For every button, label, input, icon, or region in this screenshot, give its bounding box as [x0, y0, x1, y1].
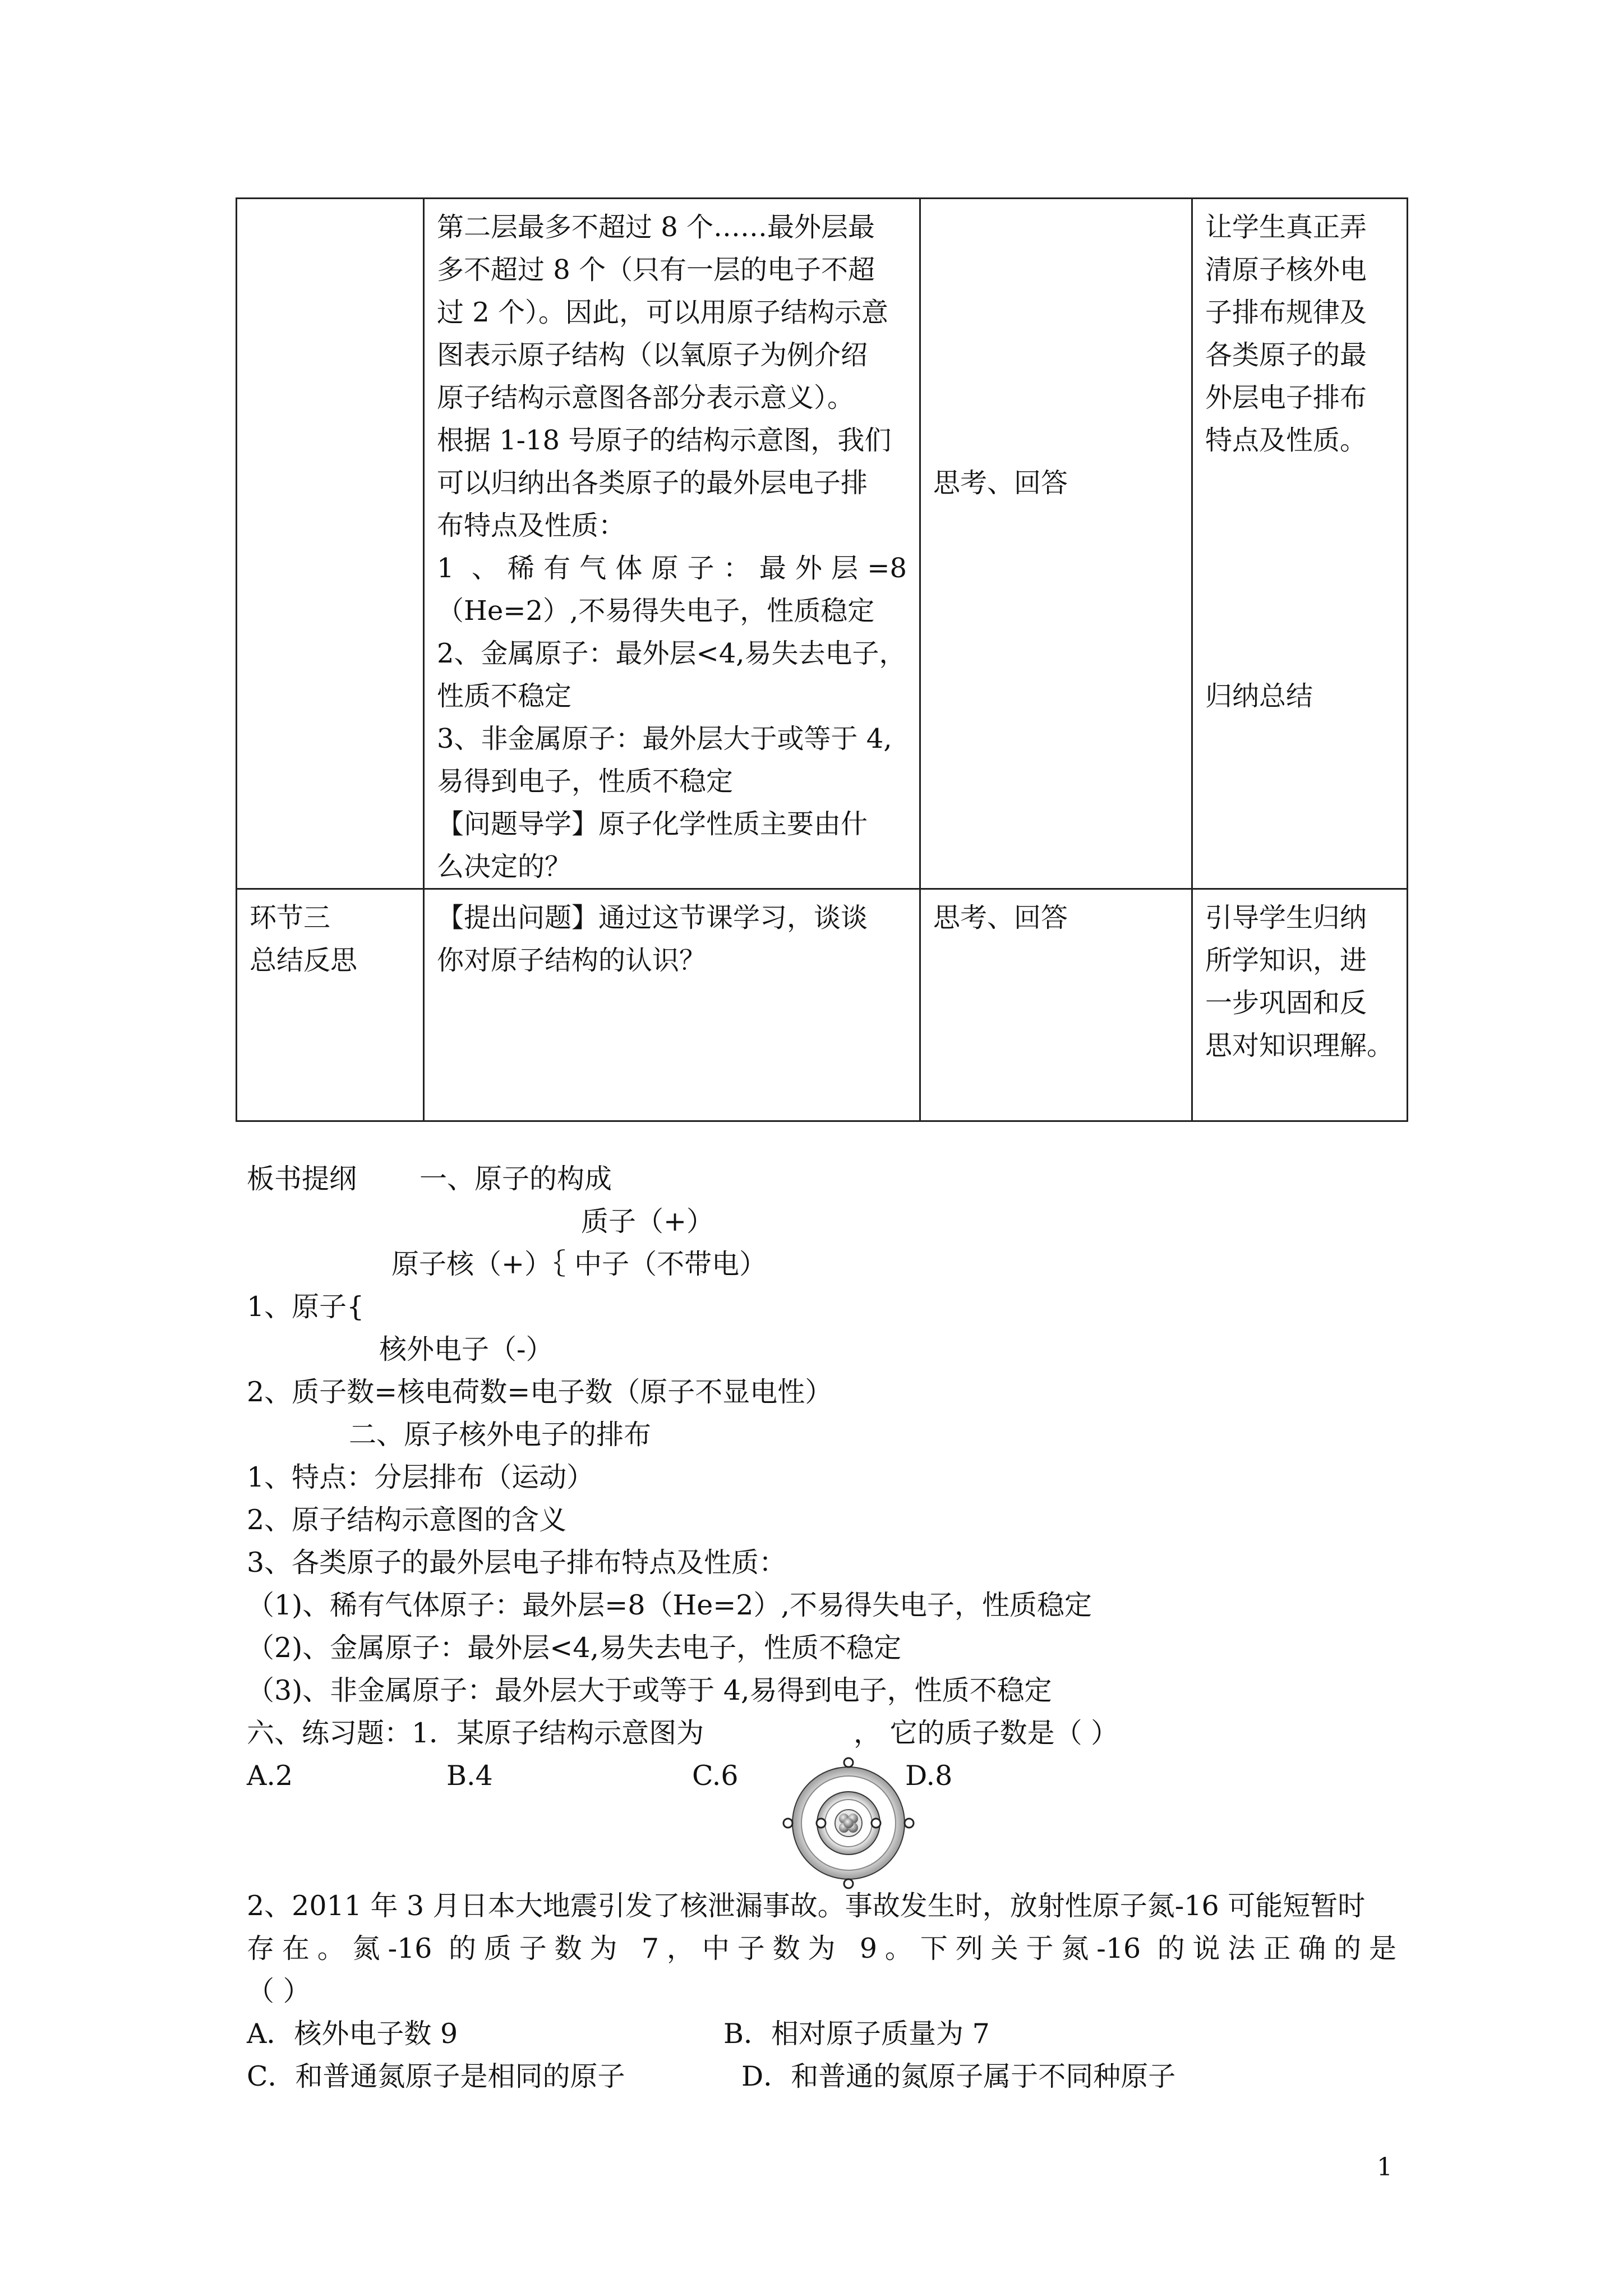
intent-line: 外层电子排布 [1205, 382, 1367, 413]
outline-label: 板书提纲 [247, 1163, 357, 1195]
content-line: 第二层最多不超过 8 个……最外层最 [437, 211, 875, 243]
row2-design-intent-cell [1192, 889, 1408, 1121]
outline-atom: 1、原子{ [247, 1291, 365, 1323]
content-line: （He=2）,不易得失电子，性质稳定 [437, 595, 875, 627]
atom-structure-diagram [782, 1757, 915, 1889]
row2-content-cell [424, 889, 920, 1121]
lesson-table [236, 197, 1408, 1122]
row1-student-activity-cell [920, 199, 1192, 889]
outline-nucleus: 原子核（+）｛ 中子（不带电） [391, 1248, 767, 1280]
q1-option-b: B.4 [446, 1760, 493, 1792]
stage-line: 环节三 [250, 902, 331, 933]
content-line: 布特点及性质： [437, 510, 626, 541]
content-line: 2、金属原子：最外层<4,易失去电子， [437, 638, 906, 669]
electron [817, 1819, 826, 1828]
student-activity-text: 思考、回答 [933, 467, 1068, 499]
intent-line: 一步巩固和反 [1205, 987, 1367, 1019]
content-line: 过 2 个）。因此，可以用原子结构示意 [437, 297, 889, 328]
outline-section1-title: 一、原子的构成 [419, 1163, 612, 1195]
outline-electron: 核外电子（-） [379, 1333, 554, 1365]
intent-line: 清原子核外电 [1205, 254, 1367, 286]
content-line: 根据 1-18 号原子的结构示意图，我们 [437, 425, 892, 456]
intent-line: 所学知识，进 [1205, 945, 1367, 976]
q2-line: 存在。氮-16 的质子数为 7，中子数为 9。下列关于氮-16 的说法正确的是 [247, 1932, 1396, 1964]
electron [783, 1819, 792, 1828]
electron [844, 1879, 853, 1888]
content-line: 可以归纳出各类原子的最外层电子排 [437, 467, 868, 499]
outline-s2-item: 1、特点：分层排布（运动） [247, 1461, 594, 1493]
content-line: 图表示原子结构（以氧原子为例介绍 [437, 339, 868, 371]
q2-option-d: D．和普通的氮原子属于不同种原子 [741, 2060, 1176, 2092]
intent-line: 让学生真正弄 [1205, 211, 1367, 243]
content-line: 性质不稳定 [437, 680, 572, 712]
row1-design-intent-cell [1192, 199, 1408, 889]
q1-option-c: C.6 [692, 1760, 739, 1792]
content-line: 【问题导学】原子化学性质主要由什 [437, 808, 868, 840]
page-number: 1 [1377, 2153, 1393, 2182]
q2-option-c: C．和普通氮原子是相同的原子 [247, 2060, 625, 2092]
q2-line: （ ） [247, 1975, 311, 2007]
outline-s2-item: （3)、非金属原子：最外层大于或等于 4,易得到电子，性质不稳定 [247, 1674, 1052, 1706]
content-line: 你对原子结构的认识？ [437, 945, 707, 976]
content-line: 易得到电子，性质不稳定 [437, 766, 734, 797]
electron [872, 1819, 880, 1828]
q2-option-b: B．相对原子质量为 7 [723, 2018, 990, 2050]
q1-stem: 六、练习题：1．某原子结构示意图为 [247, 1717, 704, 1749]
table-row [237, 199, 1408, 889]
student-activity-text: 思考、回答 [933, 902, 1068, 933]
intent-line: 子排布规律及 [1205, 297, 1367, 328]
nucleon [843, 1818, 854, 1828]
intent-line: 引导学生归纳 [1205, 902, 1367, 933]
q1-option-d: D.8 [905, 1760, 953, 1792]
q2-line: 2、2011 年 3 月日本大地震引发了核泄漏事故。事故发生时，放射性原子氮-16 可能短暂时 [247, 1890, 1366, 1922]
outline-s2-item: 2、原子结构示意图的含义 [247, 1504, 567, 1536]
electron [844, 1758, 853, 1767]
electron [905, 1819, 914, 1828]
content-line: 1 、稀有气体原子：最外层=8 [437, 553, 907, 584]
outline-s2-item: （2)、金属原子：最外层<4,易失去电子，性质不稳定 [247, 1632, 902, 1664]
intent-line: 特点及性质。 [1205, 425, 1367, 456]
intent-line: 思对知识理解。 [1205, 1030, 1394, 1061]
row2-stage-cell [237, 889, 424, 1121]
outline-s2-item: （1)、稀有气体原子：最外层=8（He=2）,不易得失电子，性质稳定 [247, 1589, 1092, 1621]
content-line: 么决定的？ [437, 851, 572, 882]
content-line: 3、非金属原子：最外层大于或等于 4, [437, 723, 892, 754]
intent-summary: 归纳总结 [1205, 680, 1313, 712]
q1-stem-suffix: ， 它的质子数是（ ） [854, 1717, 1119, 1749]
row1-stage-cell [237, 199, 424, 889]
content-line: 原子结构示意图各部分表示意义）。 [437, 382, 855, 413]
content-line: 多不超过 8 个（只有一层的电子不超 [437, 254, 875, 286]
content-line: 【提出问题】通过这节课学习，谈谈 [437, 902, 868, 933]
intent-line: 各类原子的最 [1205, 339, 1367, 371]
outline-proton: 质子（+） [581, 1205, 714, 1237]
outline-s2-item: 3、各类原子的最外层电子排布特点及性质： [247, 1547, 787, 1579]
outline-section2-title: 二、原子核外电子的排布 [349, 1419, 652, 1451]
table-row [237, 889, 1408, 1121]
stage-line: 总结反思 [250, 945, 358, 976]
q1-option-a: A.2 [247, 1760, 293, 1792]
row1-content-cell [424, 199, 920, 889]
q2-option-a: A．核外电子数 9 [247, 2018, 458, 2050]
row2-student-activity-cell [920, 889, 1192, 1121]
outline-item-2: 2、质子数=核电荷数=电子数（原子不显电性） [247, 1376, 833, 1408]
